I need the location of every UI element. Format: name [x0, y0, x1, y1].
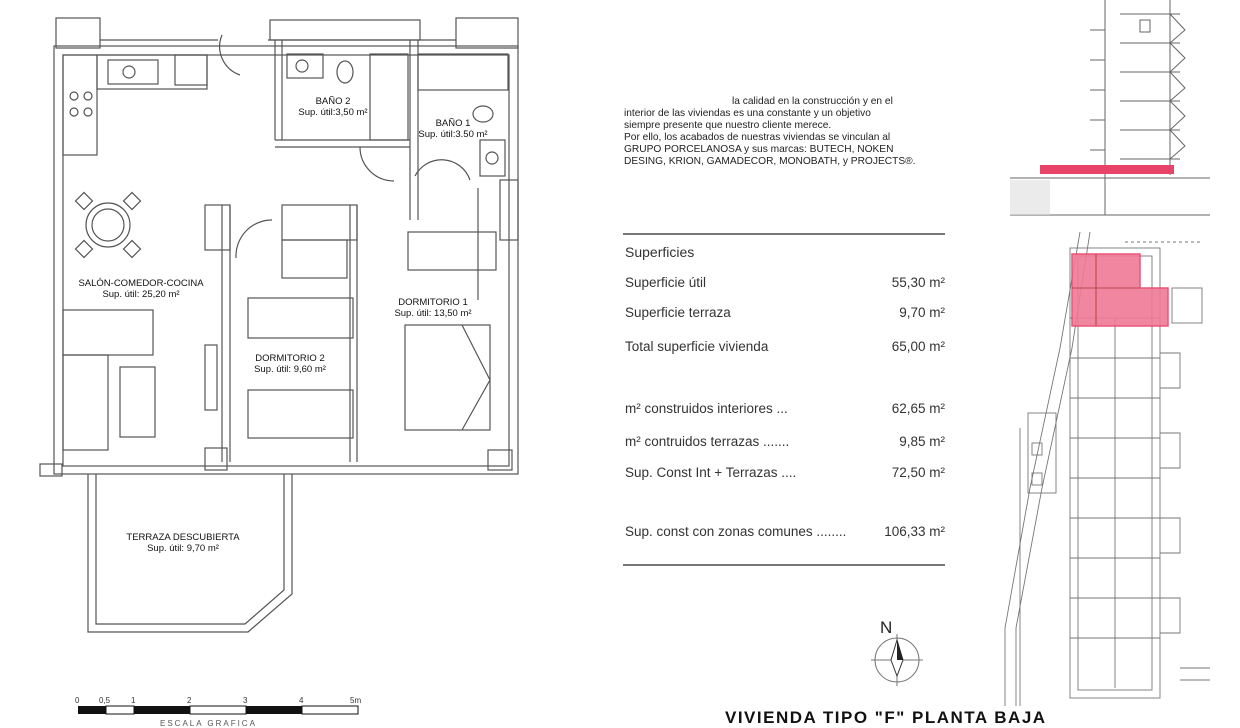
room-label-terrace: TERRAZA DESCUBIERTA Sup. útil: 9,70 m² [126, 532, 240, 554]
north-label: N [880, 618, 893, 637]
surface-value: 65,00 m² [891, 339, 945, 354]
intro-line: interior de las viviendas es una constante y un objetivo [624, 108, 871, 119]
surface-label: m² construidos interiores ... [625, 401, 788, 416]
scale-bar [70, 704, 370, 720]
surfaces-top-rule [623, 233, 945, 235]
surface-label: Superficie terraza [625, 305, 731, 320]
room-label-living: SALÓN-COMEDOR-COCINA Sup. útil: 25,20 m² [78, 278, 204, 300]
surface-value: 106,33 m² [884, 524, 945, 539]
surface-value: 55,30 m² [891, 275, 945, 290]
room-label-bath2: BAÑO 2 Sup. útil:3,50 m² [298, 96, 368, 118]
intro-line: GRUPO PORCELANOSA y sus marcas: BUTECH, NOKEN [624, 144, 894, 155]
surface-value: 72,50 m² [891, 465, 945, 480]
footer-title: VIVIENDA TIPO "F" PLANTA BAJA [725, 708, 1047, 727]
intro-line: DESING, KRION, GAMADECOR, MONOBATH, y PROJECTS®. [624, 156, 916, 167]
scale-tick-6: 5m [350, 696, 362, 705]
surface-label: Superficie útil [625, 275, 707, 290]
site-key-plan [1000, 228, 1215, 706]
surface-label: m² contruidos terrazas ....... [625, 434, 790, 449]
scale-tick-0: 0 [75, 696, 80, 705]
intro-line: siempre presente que nuestro cliente merece. [624, 120, 832, 131]
surface-label: Sup. const con zonas comunes ........ [625, 524, 847, 539]
surfaces-title: Superficies [625, 244, 695, 260]
room-label-bedroom1: DORMITORIO 1 Sup. útil: 13,50 m² [394, 297, 472, 319]
intro-line: la calidad en la construcción y en el [732, 96, 893, 107]
surface-value: 9,70 m² [899, 305, 945, 320]
intro-paragraph [624, 96, 938, 168]
scale-tick-5: 4 [299, 696, 304, 705]
surface-value: 9,85 m² [899, 434, 945, 449]
scale-tick-2: 1 [131, 696, 136, 705]
building-section [1010, 0, 1210, 222]
scale-caption: ESCALA GRAFICA [160, 719, 257, 728]
intro-line: Por ello, los acabados de nuestras viviendas se vinculan al [624, 132, 891, 143]
scale-tick-3: 2 [187, 696, 192, 705]
surface-label: Sup. Const Int + Terrazas .... [625, 465, 797, 480]
surface-label: Total superficie vivienda [625, 339, 769, 354]
scale-tick-1: 0,5 [99, 696, 111, 705]
room-label-bedroom2: DORMITORIO 2 Sup. útil: 9,60 m² [254, 353, 326, 375]
north-arrow-icon [870, 632, 924, 686]
surfaces-bottom-rule [623, 564, 945, 566]
scale-tick-4: 3 [243, 696, 248, 705]
surface-value: 62,65 m² [891, 401, 945, 416]
room-label-bath1: BAÑO 1 Sup. útil:3.50 m² [418, 118, 488, 140]
